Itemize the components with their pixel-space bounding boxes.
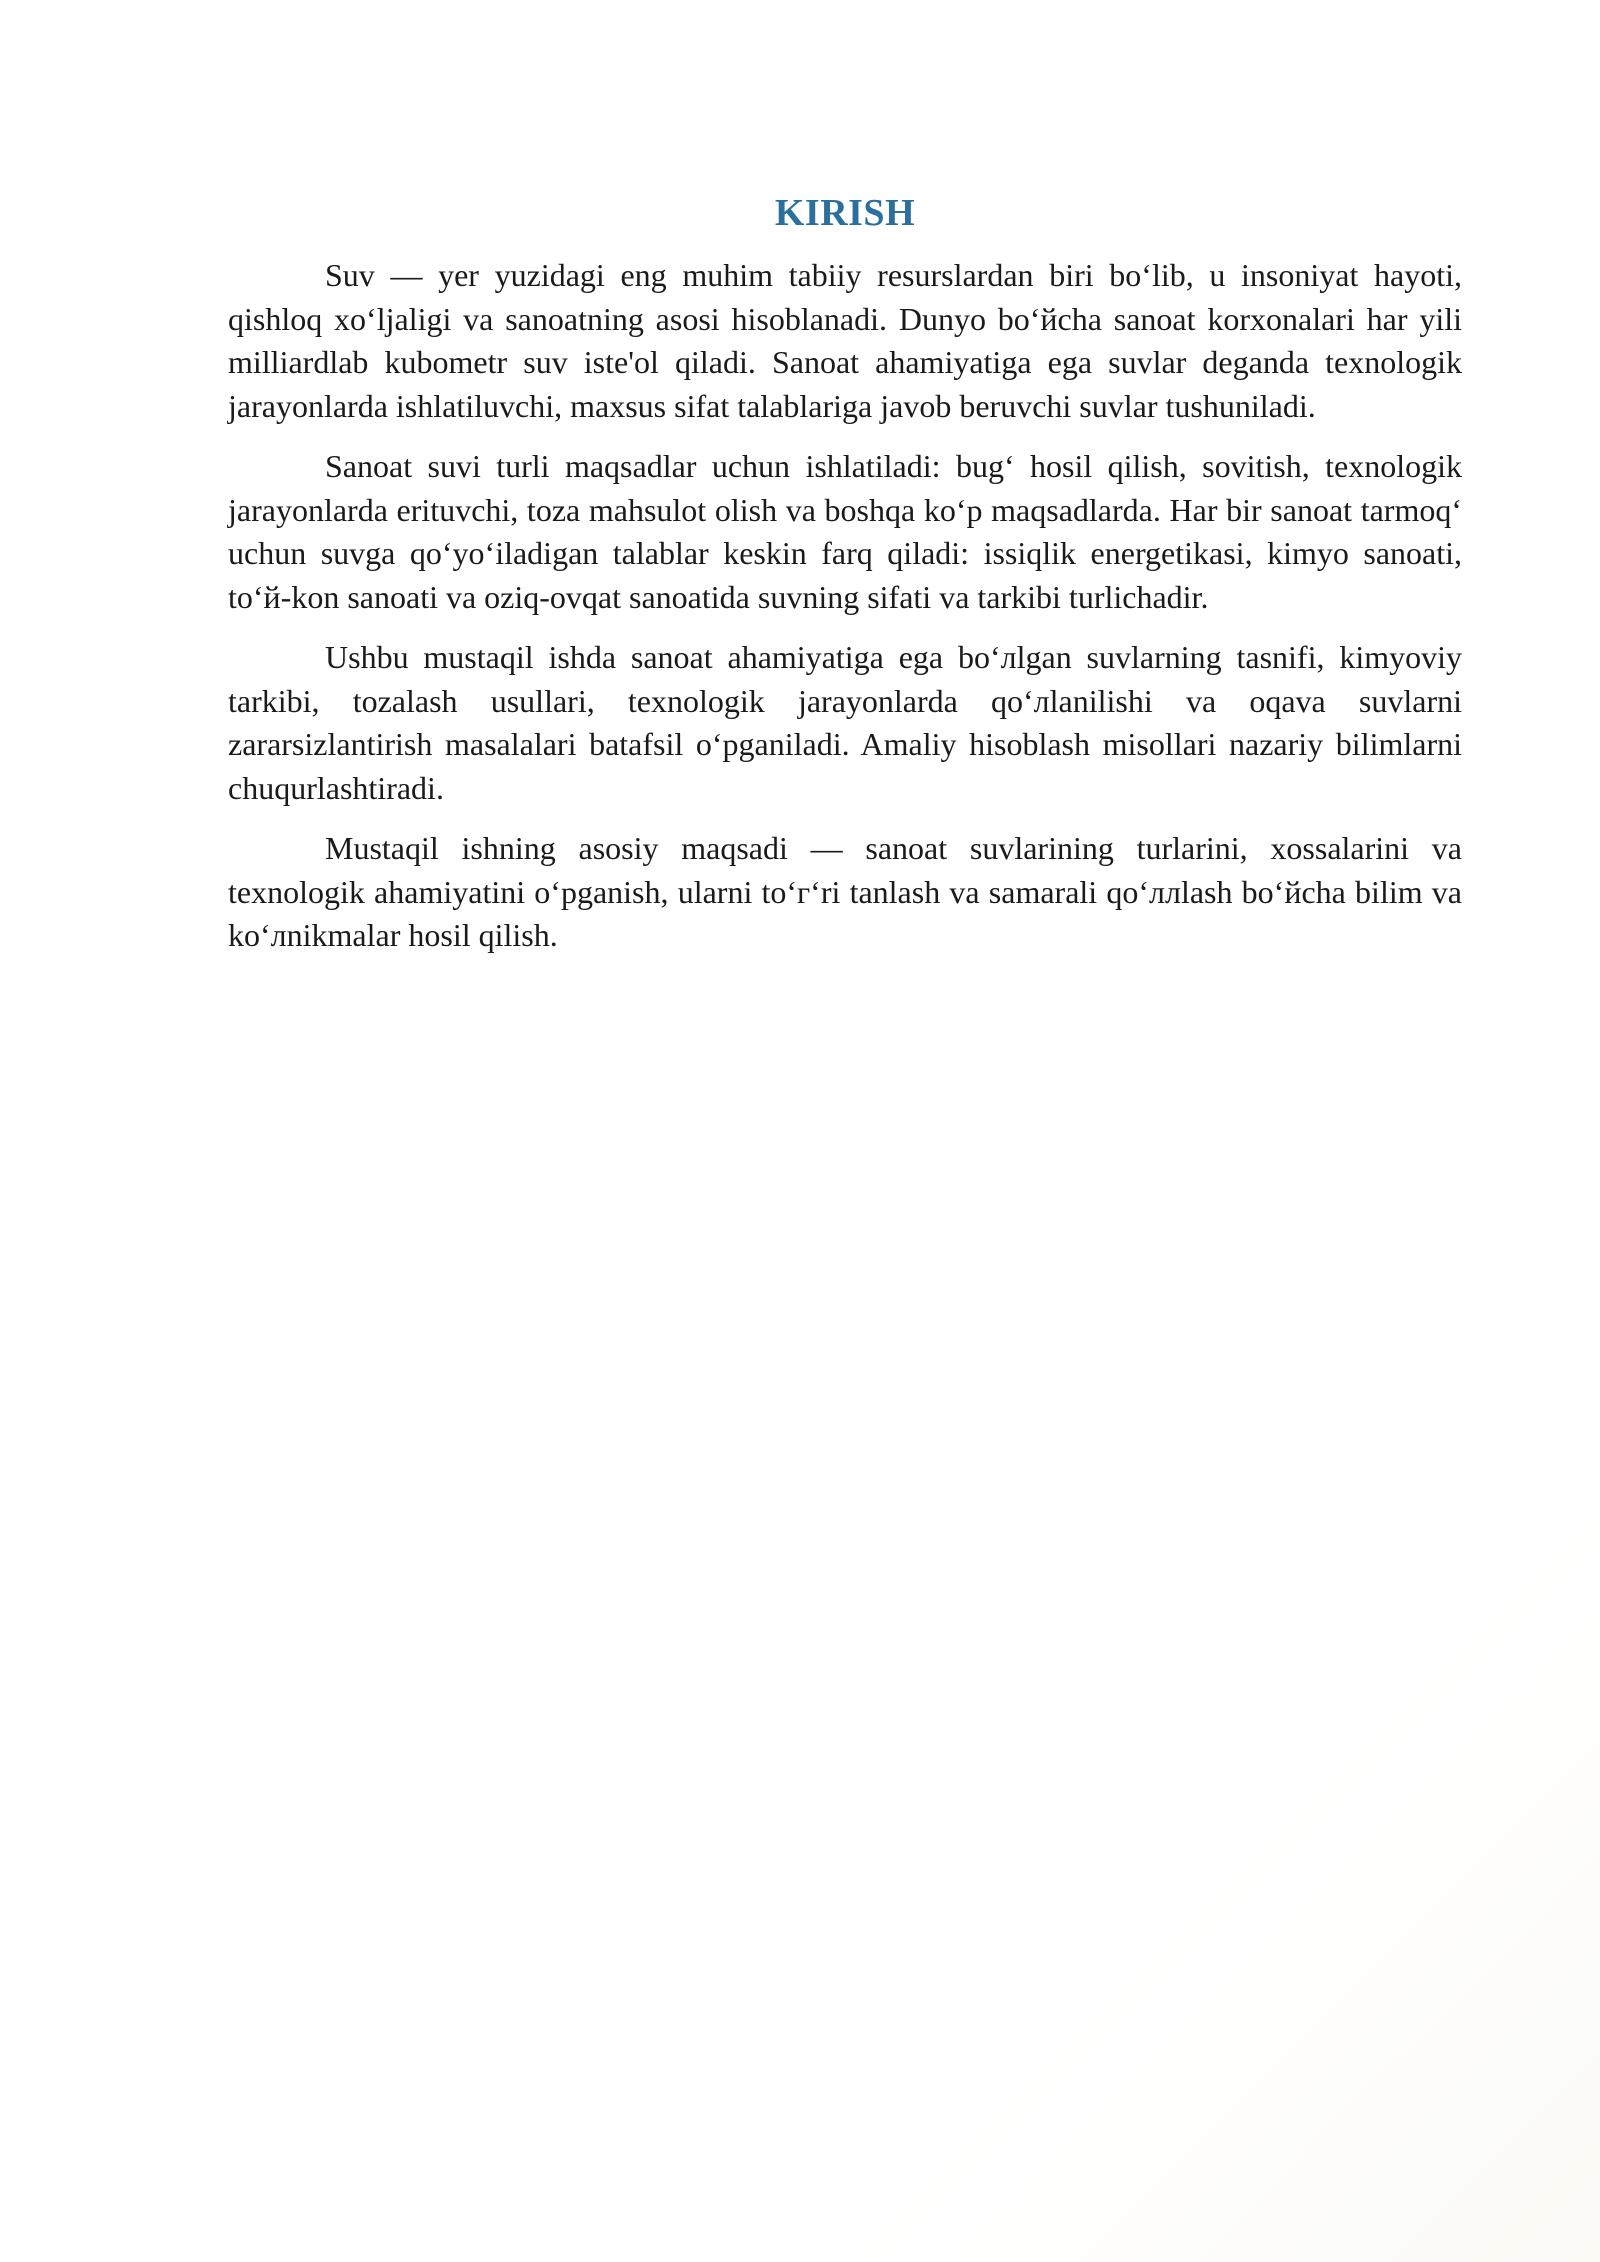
- paragraph-3: Ushbu mustaqil ishda sanoat ahamiyatiga ega bo‘лlgan suvlarning tasnifi, kimyoviy tarkibi, tozalash usullari, texnologik jarayonlarda qo‘лlanilishi va oqava suvlarni zararsizlantirish masalalari batafsil o‘рganiladi. Amaliy hisoblash misollari nazariy bilimlarni chuqurlashtiradi.: [228, 639, 1462, 806]
- paragraph-4: Mustaqil ishning asosiy maqsadi — sanoat suvlarining turlarini, xossalarini va texnologik ahamiyatini o‘рganish, ularni to‘г‘ri tanlash va samarali qo‘ллlash bo‘йcha bilim va ko‘лnikmalar hosil qilish.: [228, 830, 1462, 953]
- page-title: KIRISH: [774, 192, 916, 234]
- paragraph-2: Sanoat suvi turli maqsadlar uchun ishlatiladi: bug‘ hosil qilish, sovitish, texnologik jarayonlarda erituvchi, toza mahsulot olish va boshqa ko‘p maqsadlarda. Har bir sanoat tarmoq‘ uchun suvga qo‘yo‘iladigan talablar keskin farq qiladi: issiqlik energetikasi, kimyo sanoati, to‘й-kon sanoati va oziq-ovqat sanoatida suvning sifati va tarkibi turlichadir.: [228, 448, 1462, 615]
- paragraph-1: Suv — yer yuzidagi eng muhim tabiiy resurslardan biri bo‘lib, u insoniyat hayoti, qishloq xo‘ljaligi va sanoatning asosi hisoblanadi. Dunyo bo‘йcha sanoat korxonalari har yili milliardlab kubometr suv iste'ol qiladi. Sanoat ahamiyatiga ega suvlar deganda texnologik jarayonlarda ishlatiluvchi, maxsus sifat talablariga javob beruvchi suvlar tushuniladi.: [228, 257, 1462, 424]
- page-content: [228, 190, 1462, 975]
